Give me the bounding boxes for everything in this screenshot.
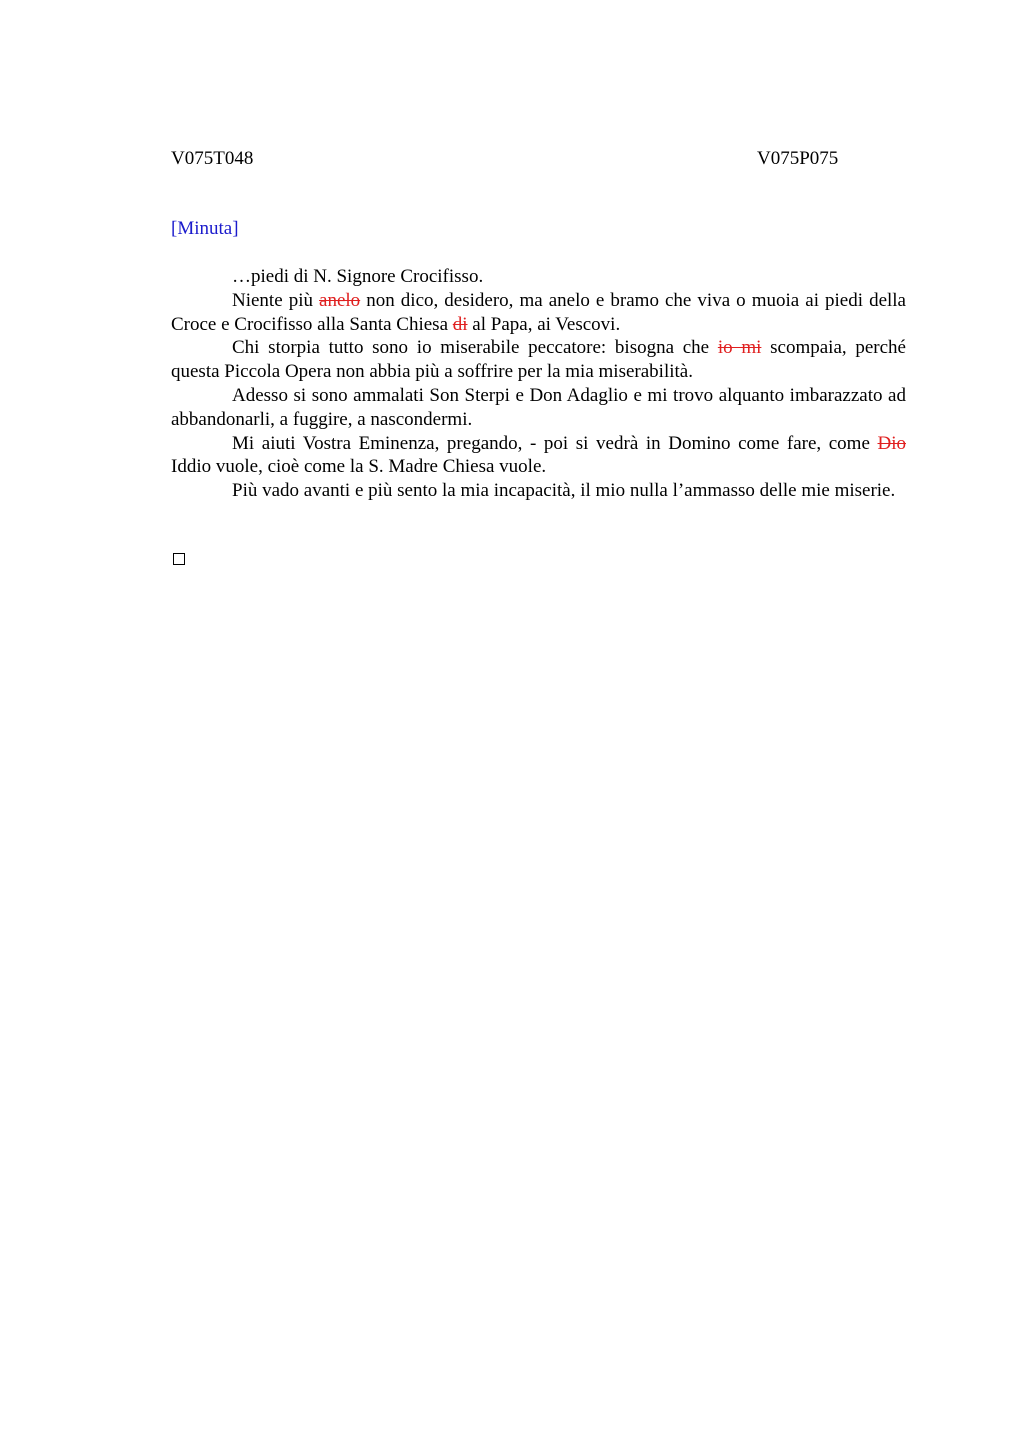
- paragraph-3-seg2: scompaia, perché questa Piccola Opera non abbia più a soffrire per la mia miserabilità.: [171, 337, 906, 383]
- paragraph-4: [171, 384, 906, 432]
- paragraph-2: [171, 289, 906, 337]
- page-code: V075P075: [757, 148, 839, 169]
- empty-square-icon: [173, 553, 185, 565]
- paragraph-2-seg2: non dico, desidero, ma anelo e bramo che viva o muoia ai piedi della Croce e Crocifisso alla Santa Chiesa: [171, 289, 906, 335]
- paragraph-5: [171, 432, 906, 480]
- paragraph-5-seg1: Mi aiuti Vostra Eminenza, pregando, - poi si vedrà in Domino come fare, come: [232, 432, 878, 454]
- paragraph-1-text: …piedi di N. Signore Crocifisso.: [232, 266, 484, 287]
- paragraph-4-text: Adesso si sono ammalati Son Sterpi e Don Adaglio e mi trovo alquanto imbarazzato ad abbandonarli, a fuggire, a nascondermi.: [171, 384, 906, 430]
- paragraph-6: [171, 479, 906, 503]
- letter-body: [171, 265, 906, 503]
- document-code: V075T048: [171, 148, 254, 169]
- deleted-words-io-mi: io mi: [717, 337, 762, 359]
- section-label-minuta: [Minuta]: [171, 218, 239, 239]
- deleted-word-anelo: anelo: [319, 289, 361, 311]
- paragraph-6-text: Più vado avanti e più sento la mia incapacità, il mio nulla l’ammasso delle mie miserie.: [232, 480, 896, 502]
- paragraph-2-seg1: Niente più: [232, 289, 320, 311]
- paragraph-5-seg2: Iddio vuole, cioè come la S. Madre Chiesa vuole.: [171, 456, 547, 478]
- paragraph-1: [171, 265, 906, 289]
- paragraph-3: [171, 336, 906, 384]
- paragraph-2-seg3: al Papa, ai Vescovi.: [467, 313, 621, 335]
- deleted-word-di: di: [452, 313, 468, 335]
- paragraph-3-seg1: Chi storpia tutto sono io miserabile peccatore: bisogna che: [232, 337, 718, 359]
- deleted-word-dio: Dio: [877, 432, 906, 454]
